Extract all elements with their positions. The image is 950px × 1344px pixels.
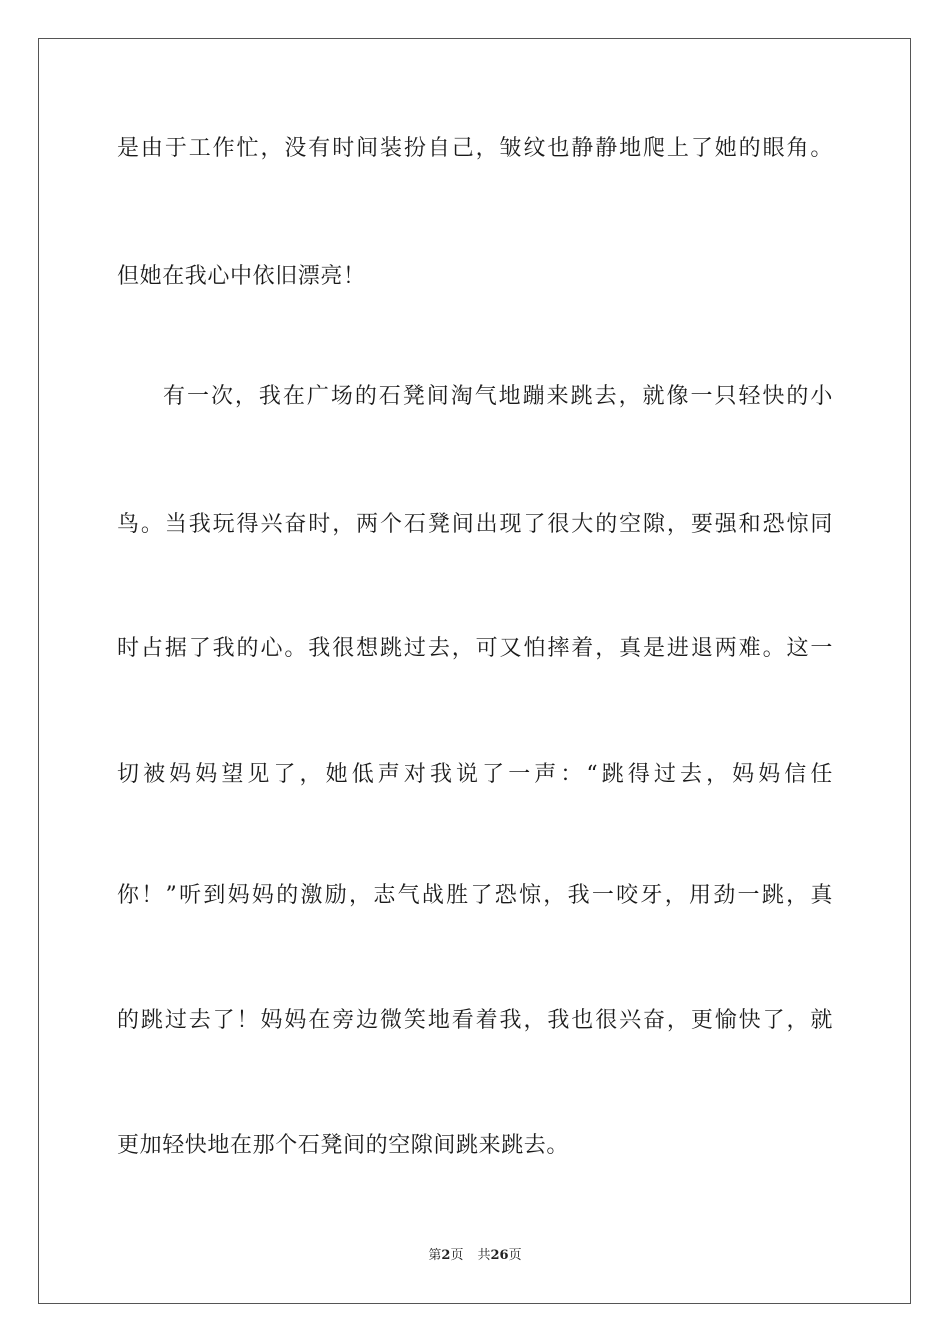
page-footer [0, 1247, 950, 1265]
paragraph-line-8: 的跳过去了！妈妈在旁边微笑地看着我，我也很兴奋，更愉快了，就 [117, 1008, 833, 1033]
paragraph-line-5: 时占据了我的心。我很想跳过去，可又怕摔着，真是进退两难。这一 [117, 636, 833, 661]
total-pages: 26 [490, 1248, 509, 1263]
page-number: 2 [441, 1248, 451, 1263]
page-border [38, 38, 911, 1304]
page-suffix: 页 [450, 1248, 464, 1263]
paragraph-line-2: 但她在我心中依旧漂亮！ [117, 264, 366, 289]
paragraph-line-4: 鸟。当我玩得兴奋时，两个石凳间出现了很大的空隙，要强和恐惊同 [117, 512, 833, 537]
paragraph-line-7: 你！”听到妈妈的激励，志气战胜了恐惊，我一咬牙，用劲一跳，真 [117, 883, 833, 908]
total-suffix: 页 [508, 1248, 522, 1263]
paragraph-line-3: 有一次，我在广场的石凳间淘气地蹦来跳去，就像一只轻快的小 [163, 384, 833, 409]
paragraph-line-9: 更加轻快地在那个石凳间的空隙间跳来跳去。 [117, 1133, 570, 1158]
paragraph-line-1: 是由于工作忙，没有时间装扮自己，皱纹也静静地爬上了她的眼角。 [117, 136, 833, 161]
page-prefix: 第 [428, 1248, 442, 1263]
total-prefix: 共 [477, 1248, 491, 1263]
paragraph-line-6: 切被妈妈望见了，她低声对我说了一声：“跳得过去，妈妈信任 [117, 762, 833, 787]
